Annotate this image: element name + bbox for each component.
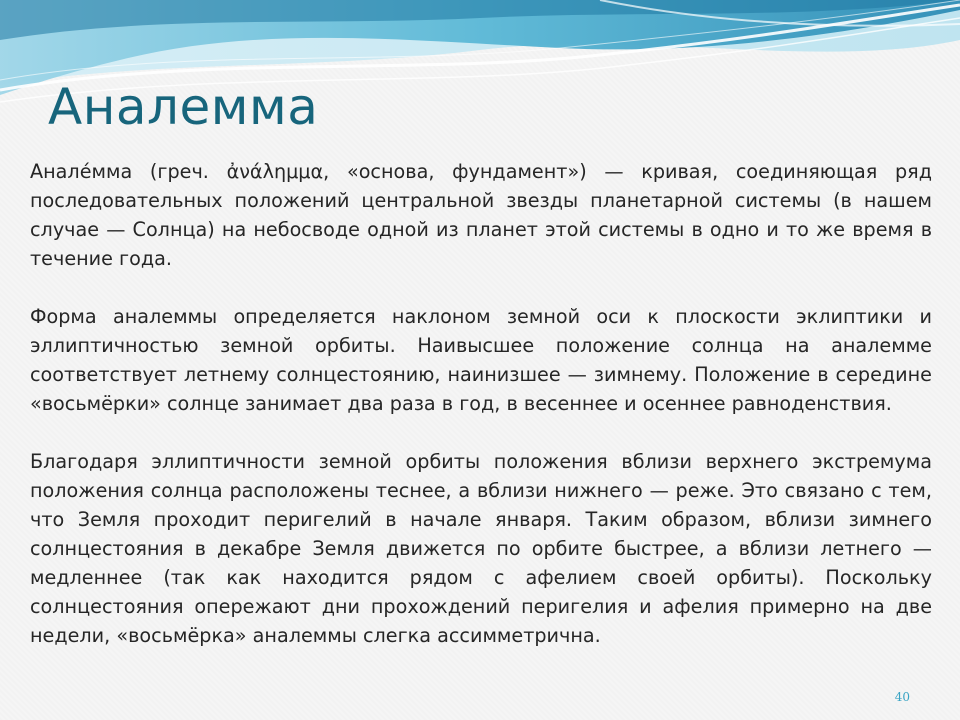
slide-body (30, 157, 932, 650)
page-number: 40 (894, 690, 910, 704)
paragraph-definition: Анале́мма (греч. ἀνάλημμα, «основа, фундамент») — кривая, соединяющая ряд последовательных положений центральной звезды планетарной системы (в нашем случае — Солнца) на небосводе одной из планет этой системы в одно и то же время в течение года. (30, 160, 932, 270)
paragraph-asymmetry: Благодаря эллиптичности земной орбиты положения вблизи верхнего экстремума положения солнца расположены теснее, а вблизи нижнего — реже. Это связано с тем, что Земля проходит перигелий в начале января. Таким образом, вблизи зимнего солнцестояния в декабре Земля движется по орбите быстрее, а вблизи летнего — медленнее (так как находится рядом с афелием своей орбиты). Поскольку солнцестояния опережают дни прохождений перигелия и афелия примерно на две недели, «восьмёрка» аналеммы слегка ассимметрична. (30, 450, 932, 647)
paragraph-shape: Форма аналеммы определяется наклоном земной оси к плоскости эклиптики и эллиптичностью земной орбиты. Наивысшее положение солнца на аналемме соответствует летнему солнцестоянию, наинизшее — зимнему. Положение в середине «восьмёрки» солнце занимает два раза в год, в весеннее и осеннее равноденствия. (30, 305, 932, 415)
slide-title: Аналемма (48, 78, 319, 136)
